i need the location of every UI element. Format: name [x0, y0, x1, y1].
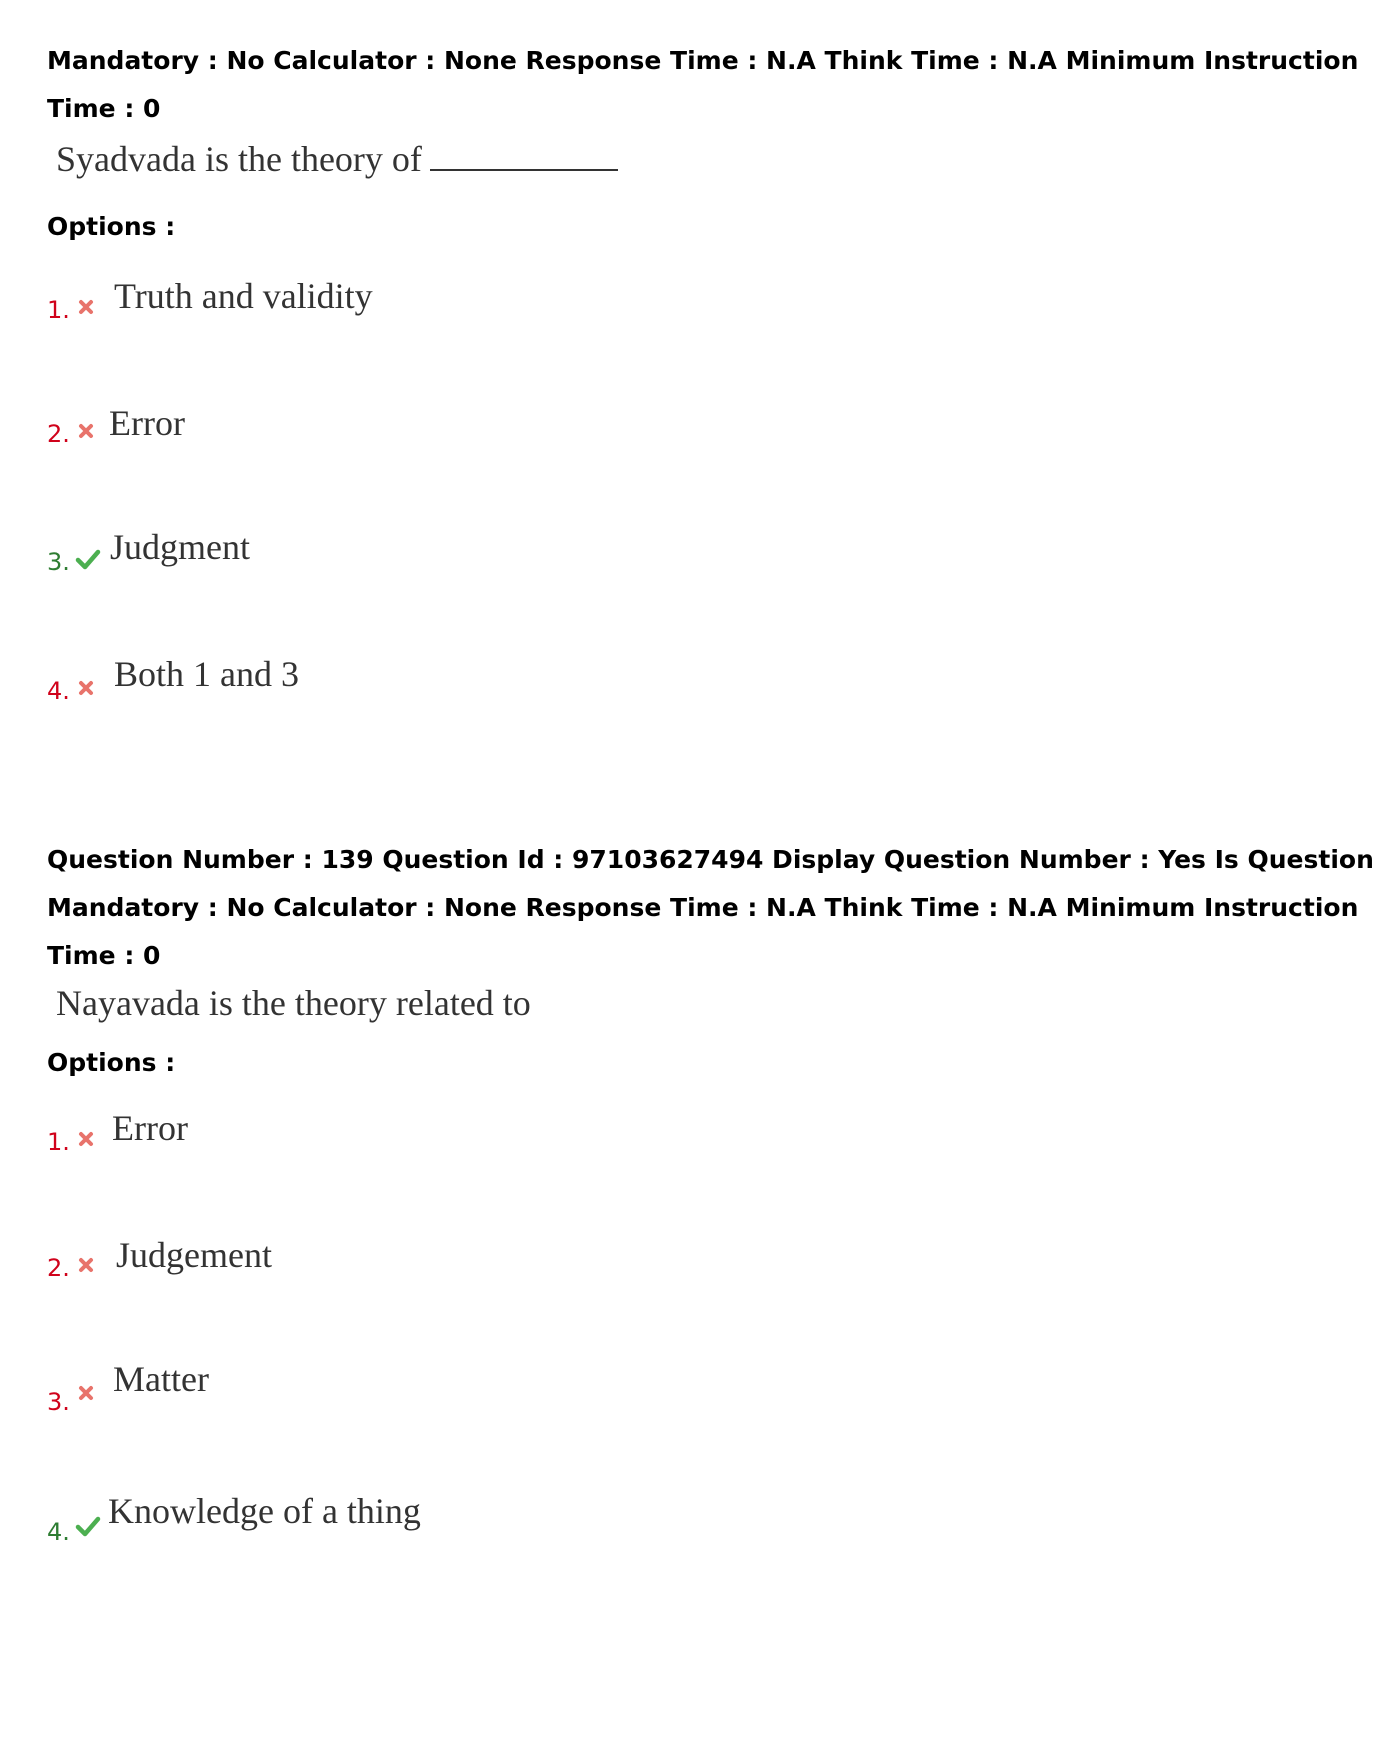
- option-number: 1.: [47, 1128, 70, 1156]
- option-text: Knowledge of a thing: [108, 1491, 421, 1531]
- option-number: 3.: [47, 548, 70, 576]
- cross-icon: [75, 420, 97, 442]
- question-meta-line-1: Mandatory : No Calculator : None Response Time : N.A Think Time : N.A Minimum Instruction: [47, 46, 1359, 75]
- question-meta-line-2: Time : 0: [47, 94, 161, 123]
- cross-icon: [75, 296, 97, 318]
- options-label: Options :: [47, 1048, 176, 1077]
- question-meta-line-1: Question Number : 139 Question Id : 97103627494 Display Question Number : Yes Is Question: [47, 845, 1374, 874]
- option-text: Truth and validity: [114, 276, 373, 316]
- option-number: 2.: [47, 420, 70, 448]
- option-text: Matter: [113, 1359, 209, 1399]
- option-text: Judgement: [116, 1235, 272, 1275]
- cross-icon: [75, 1128, 97, 1150]
- option-text: Error: [112, 1108, 188, 1148]
- check-icon: [75, 546, 101, 572]
- question-meta-line-3: Time : 0: [47, 941, 161, 970]
- question-text-content: Syadvada is the theory of: [56, 139, 422, 179]
- check-icon: [75, 1513, 101, 1539]
- option-text: Error: [109, 403, 185, 443]
- options-label: Options :: [47, 212, 176, 241]
- option-text: Both 1 and 3: [114, 654, 299, 694]
- option-number: 3.: [47, 1388, 70, 1416]
- cross-icon: [75, 677, 97, 699]
- question-text: [56, 138, 618, 180]
- option-number: 4.: [47, 1518, 70, 1546]
- option-number: 2.: [47, 1254, 70, 1282]
- option-text: Judgment: [110, 527, 250, 567]
- option-number: 4.: [47, 677, 70, 705]
- option-number: 1.: [47, 296, 70, 324]
- cross-icon: [75, 1254, 97, 1276]
- answer-blank: [430, 139, 618, 171]
- question-text: Nayavada is the theory related to: [56, 983, 531, 1023]
- question-meta-line-2: Mandatory : No Calculator : None Response Time : N.A Think Time : N.A Minimum Instruction: [47, 893, 1359, 922]
- cross-icon: [75, 1382, 97, 1404]
